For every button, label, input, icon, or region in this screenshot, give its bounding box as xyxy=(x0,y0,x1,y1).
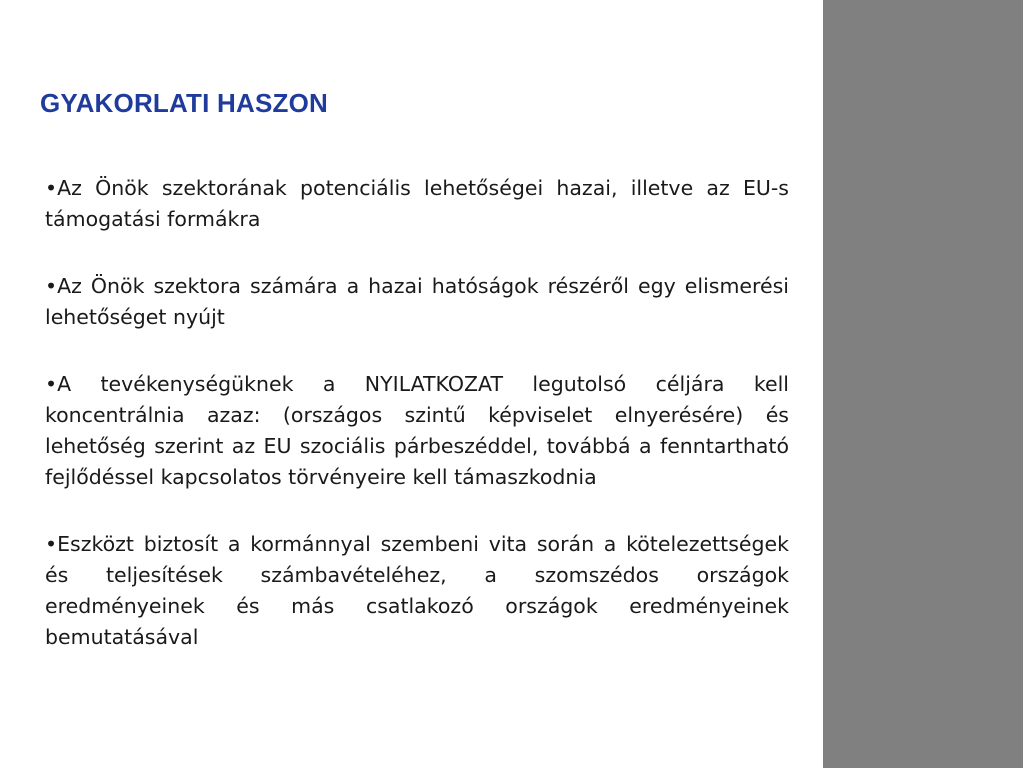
bullet-item-2: •Az Önök szektora számára a hazai hatóságok részéről egy elismerési lehetőséget nyújt xyxy=(45,274,789,329)
side-panel xyxy=(823,0,1023,768)
slide-title: GYAKORLATI HASZON xyxy=(40,88,328,118)
bullet-item-3: •A tevékenységüknek a NYILATKOZAT legutolsó céljára kell koncentrálnia azaz: (országos szintű képviselet elnyerésére) és lehetőség szerint az EU szociális párbeszéddel, továbbá a fenntartható fejlődéssel kapcsolatos törvényeire kell támaszkodnia xyxy=(45,372,789,489)
bullet-item-4: •Eszközt biztosít a kormánnyal szembeni vita során a kötelezettségek és teljesítések számbavételéhez, a szomszédos országok eredményeinek és más csatlakozó országok eredményeinek bemutatásával xyxy=(45,532,789,649)
bullet-item-1: •Az Önök szektorának potenciális lehetőségei hazai, illetve az EU-s támogatási formákra xyxy=(45,176,789,231)
bullet-list xyxy=(45,173,789,689)
